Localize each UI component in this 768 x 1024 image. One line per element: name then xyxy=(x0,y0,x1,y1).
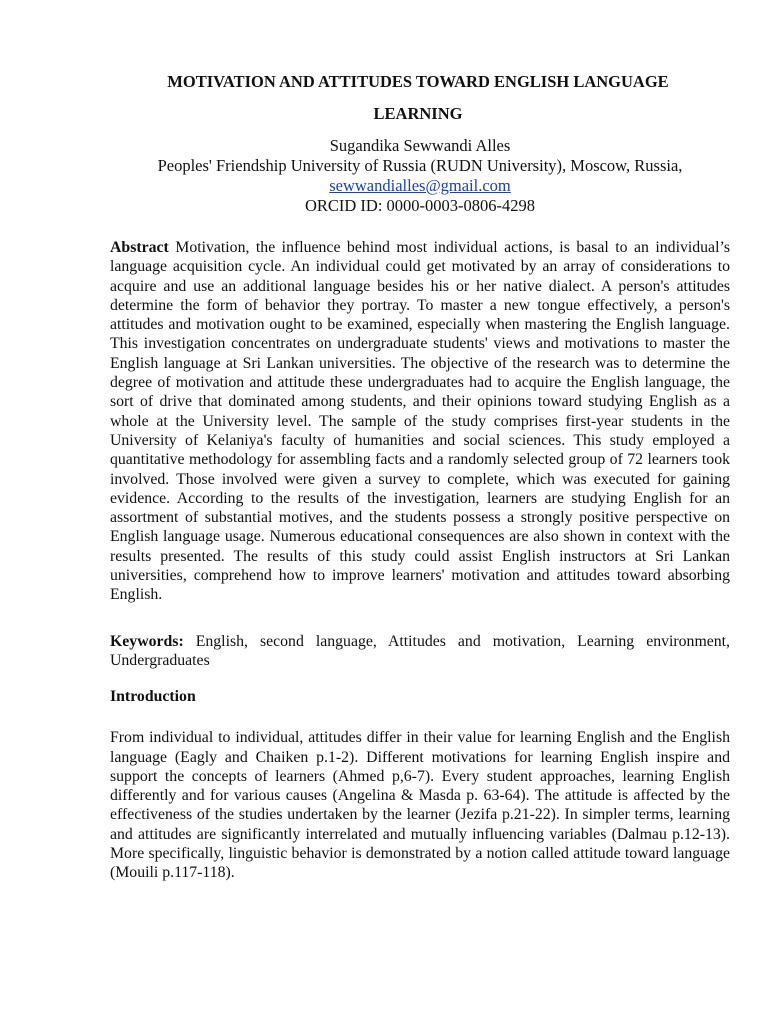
introduction-paragraph: From individual to individual, attitudes differ in their value for learning English and the English language (Eagly and Chaiken p.1-2). Different motivations for learning English inspire and support the concepts of learners (Ahmed p,6-7). Every student approaches, learning English differently and for various causes (Angelina & Masda p. 63-64). The attitude is affected by the effectiveness of the studies undertaken by the learner (Jezifa p.21-22). In simpler terms, learning and attitudes are significantly interrelated and mutually influencing variables (Dalmau p.12-13). More specifically, linguistic behavior is demonstrated by a notion called attitude toward language (Mouili p.117-118). xyxy=(110,729,730,882)
paper-title xyxy=(108,66,728,130)
abstract-text: Motivation, the influence behind most individual actions, is basal to an individual’s language acquisition cycle. An individual could get motivated by an array of considerations to acquire and use an additional language besides his or her native dialect. A person's attitudes determine the form of behavior they portray. To master a new tongue effectively, a person's attitudes and motivation ought to be examined, especially when mastering the English language. This investigation concentrates on undergraduate students' views and motivations to master the English language at Sri Lankan universities. The objective of the research was to determine the degree of motivation and attitude these undergraduates had to acquire the English language, the sort of drive that dominated among students, and their opinions toward studying English as a whole at the University level. The sample of the study comprises first-year students in the University of Kelaniya's faculty of humanities and social sciences. This study employed a quantitative methodology for assembling facts and a randomly selected group of 72 learners took involved. Those involved were given a survey to complete, which was executed for gaining evidence. According to the results of the investigation, learners are studying English for an assortment of substantial motives, and the students possess a strongly positive perspective on English language usage. Numerous educational consequences are also shown in context with the results presented. The results of this study could assist English instructors at Sri Lankan universities, comprehend how to improve learners' motivation and attitudes toward absorbing English. xyxy=(110,239,730,604)
title-line-2: LEARNING xyxy=(373,104,463,123)
abstract-paragraph xyxy=(110,238,730,605)
keywords-label: Keywords: xyxy=(110,632,184,650)
author-affiliation: Peoples' Friendship University of Russia (RUDN University), Moscow, Russia, xyxy=(157,156,683,175)
title-line-1: MOTIVATION AND ATTITUDES TOWARD ENGLISH LANGUAGE xyxy=(167,72,669,91)
author-email-link[interactable]: sewwandialles@gmail.com xyxy=(329,176,511,195)
introduction-heading: Introduction xyxy=(110,688,196,706)
abstract-label: Abstract xyxy=(110,239,169,256)
author-name: Sugandika Sewwandi Alles xyxy=(329,136,511,155)
keywords-paragraph xyxy=(110,632,730,671)
author-block xyxy=(110,136,730,216)
keywords-text: English, second language, Attitudes and motivation, Learning environment, Undergraduates xyxy=(110,632,730,669)
author-orcid: ORCID ID: 0000-0003-0806-4298 xyxy=(304,196,536,215)
